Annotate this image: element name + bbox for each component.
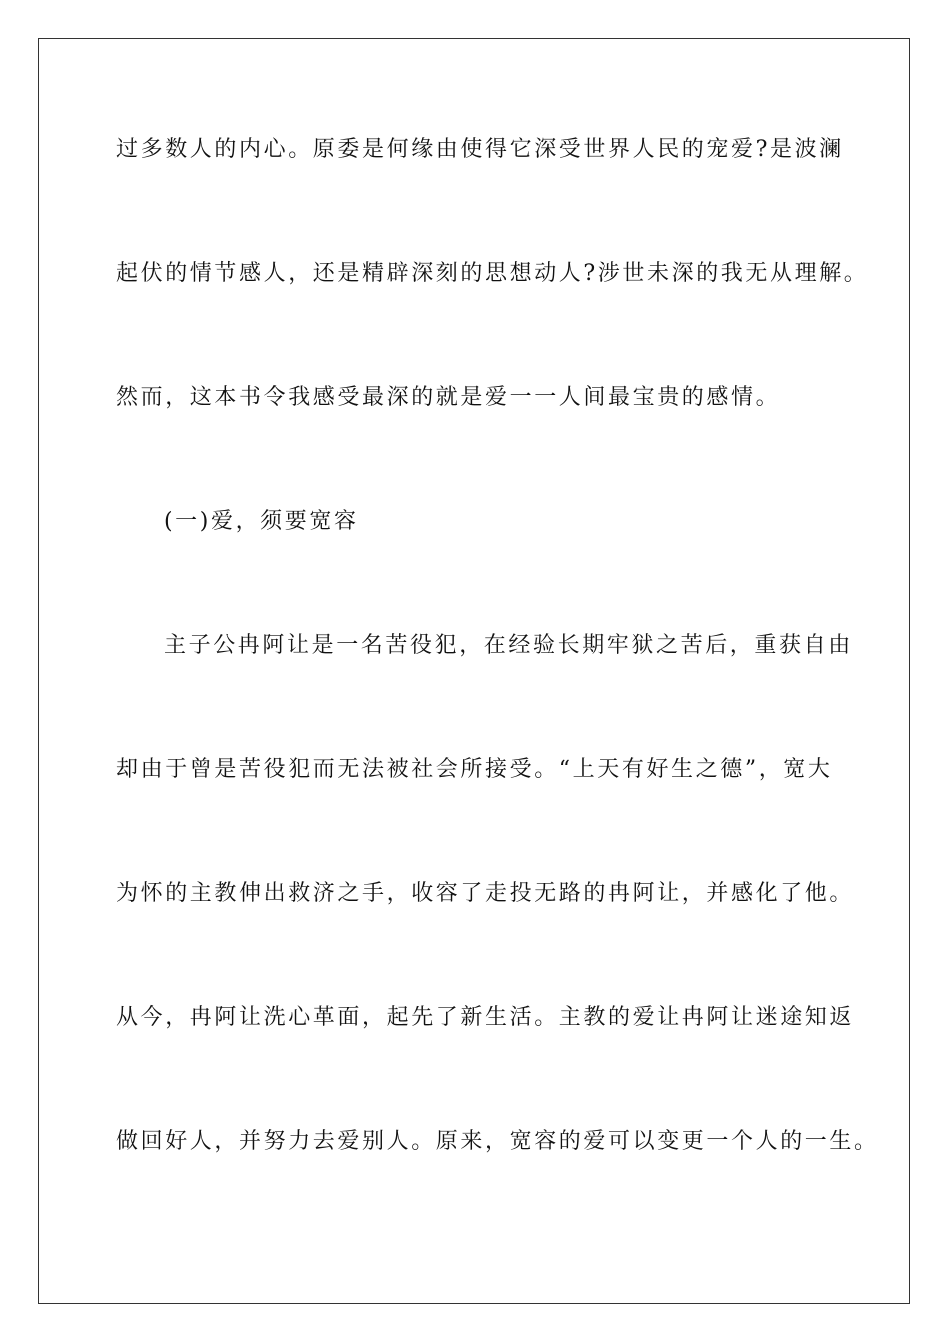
paragraph-line-8: 从今，冉阿让洗心革面，起先了新生活。主教的爱让冉阿让迷途知返 bbox=[116, 1005, 855, 1030]
paragraph-line-6: 却由于曾是苦役犯而无法被社会所接受。“上天有好生之德”，宽大 bbox=[116, 757, 833, 782]
paragraph-line-9: 做回好人，并努力去爱别人。原来，宽容的爱可以变更一个人的一生。 bbox=[116, 1129, 879, 1154]
paragraph-line-5: 主子公冉阿让是一名苦役犯，在经验长期牢狱之苦后，重获自由 bbox=[164, 633, 853, 658]
paragraph-line-2: 起伏的情节感人，还是精辟深刻的思想动人?涉世未深的我无从理解。 bbox=[116, 261, 869, 286]
paragraph-line-7: 为怀的主教伸出救济之手，收容了走投无路的冉阿让，并感化了他。 bbox=[116, 881, 855, 906]
page-border bbox=[38, 38, 910, 1304]
paragraph-line-1: 过多数人的内心。原委是何缘由使得它深受世界人民的宠爱?是波澜 bbox=[116, 137, 844, 162]
section-heading: (一)爱，须要宽容 bbox=[164, 509, 359, 534]
paragraph-line-3: 然而，这本书令我感受最深的就是爱一一人间最宝贵的感情。 bbox=[116, 385, 781, 410]
